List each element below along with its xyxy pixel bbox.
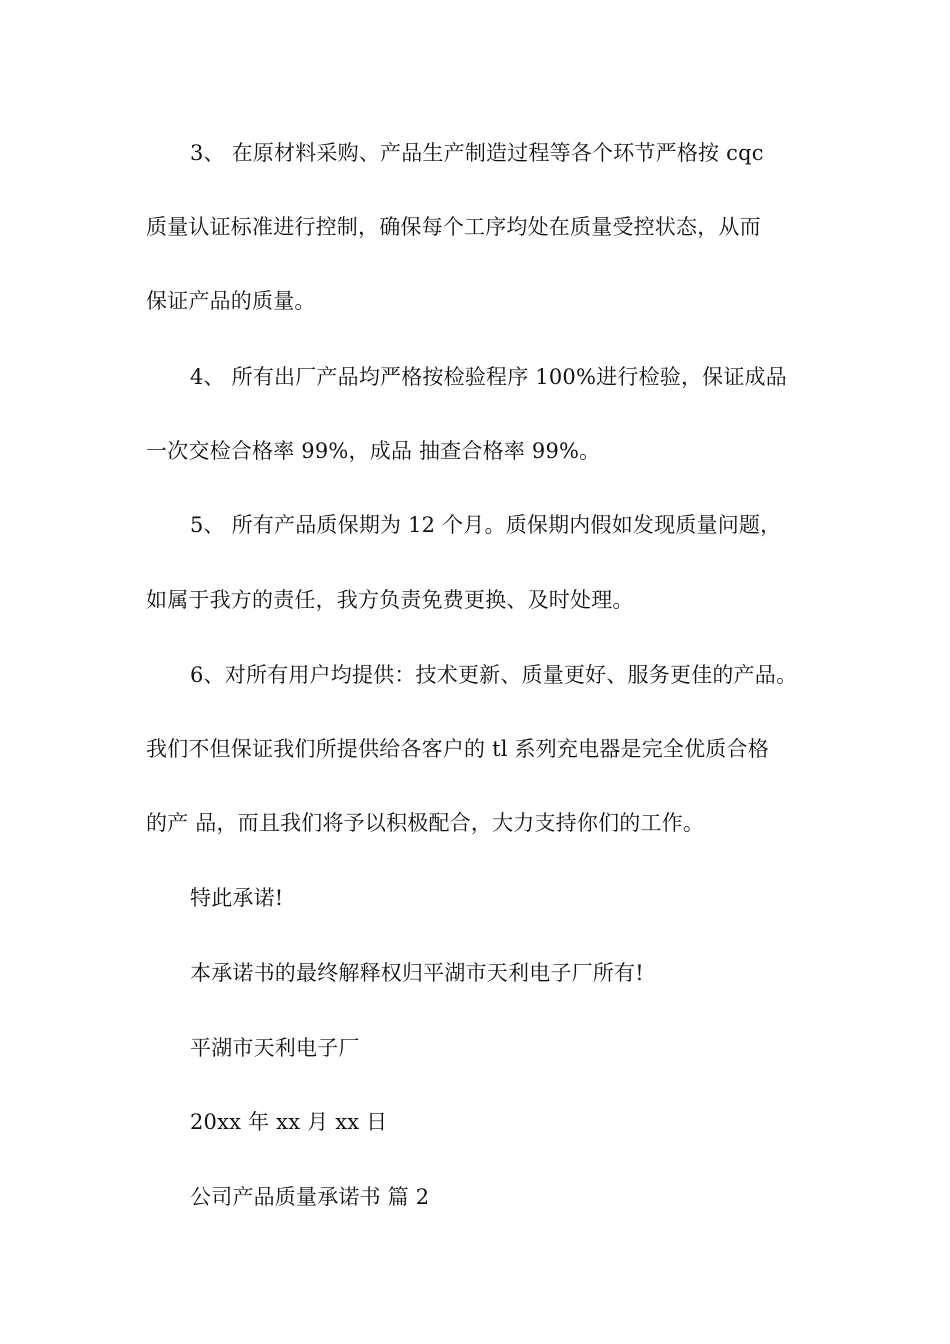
paragraph-4-line-1: 4、 所有出厂产品均严格按检验程序 100%进行检验，保证成品 (190, 365, 787, 389)
paragraph-5-line-1: 5、 所有产品质保期为 12 个月。质保期内假如发现质量问题， (190, 513, 782, 537)
closing-statement: 特此承诺! (190, 886, 284, 910)
company-signature: 平湖市天利电子厂 (190, 1036, 360, 1060)
paragraph-3-line-1: 3、 在原材料采购、产品生产制造过程等各个环节严格按 cqc (190, 141, 764, 165)
paragraph-6-line-1: 6、对所有用户均提供：技术更新、质量更好、服务更佳的产品。 (190, 663, 798, 687)
paragraph-3-line-2: 质量认证标准进行控制，确保每个工序均处在质量受控状态，从而 (146, 215, 761, 239)
interpretation-right-note: 本承诺书的最终解释权归平湖市天利电子厂所有! (190, 961, 644, 985)
paragraph-5-line-2: 如属于我方的责任，我方负责免费更换、及时处理。 (146, 588, 634, 612)
document-date: 20xx 年 xx 月 xx 日 (190, 1110, 388, 1134)
next-section-title: 公司产品质量承诺书 篇 2 (190, 1185, 430, 1209)
paragraph-3-line-3: 保证产品的质量。 (146, 289, 316, 313)
paragraph-6-line-3: 的产 品，而且我们将予以积极配合，大力支持你们的工作。 (146, 811, 705, 835)
paragraph-6-line-2: 我们不但保证我们所提供给各客户的 tl 系列充电器是完全优质合格 (146, 737, 769, 761)
paragraph-4-line-2: 一次交检合格率 99%，成品 抽查合格率 99%。 (146, 439, 601, 463)
